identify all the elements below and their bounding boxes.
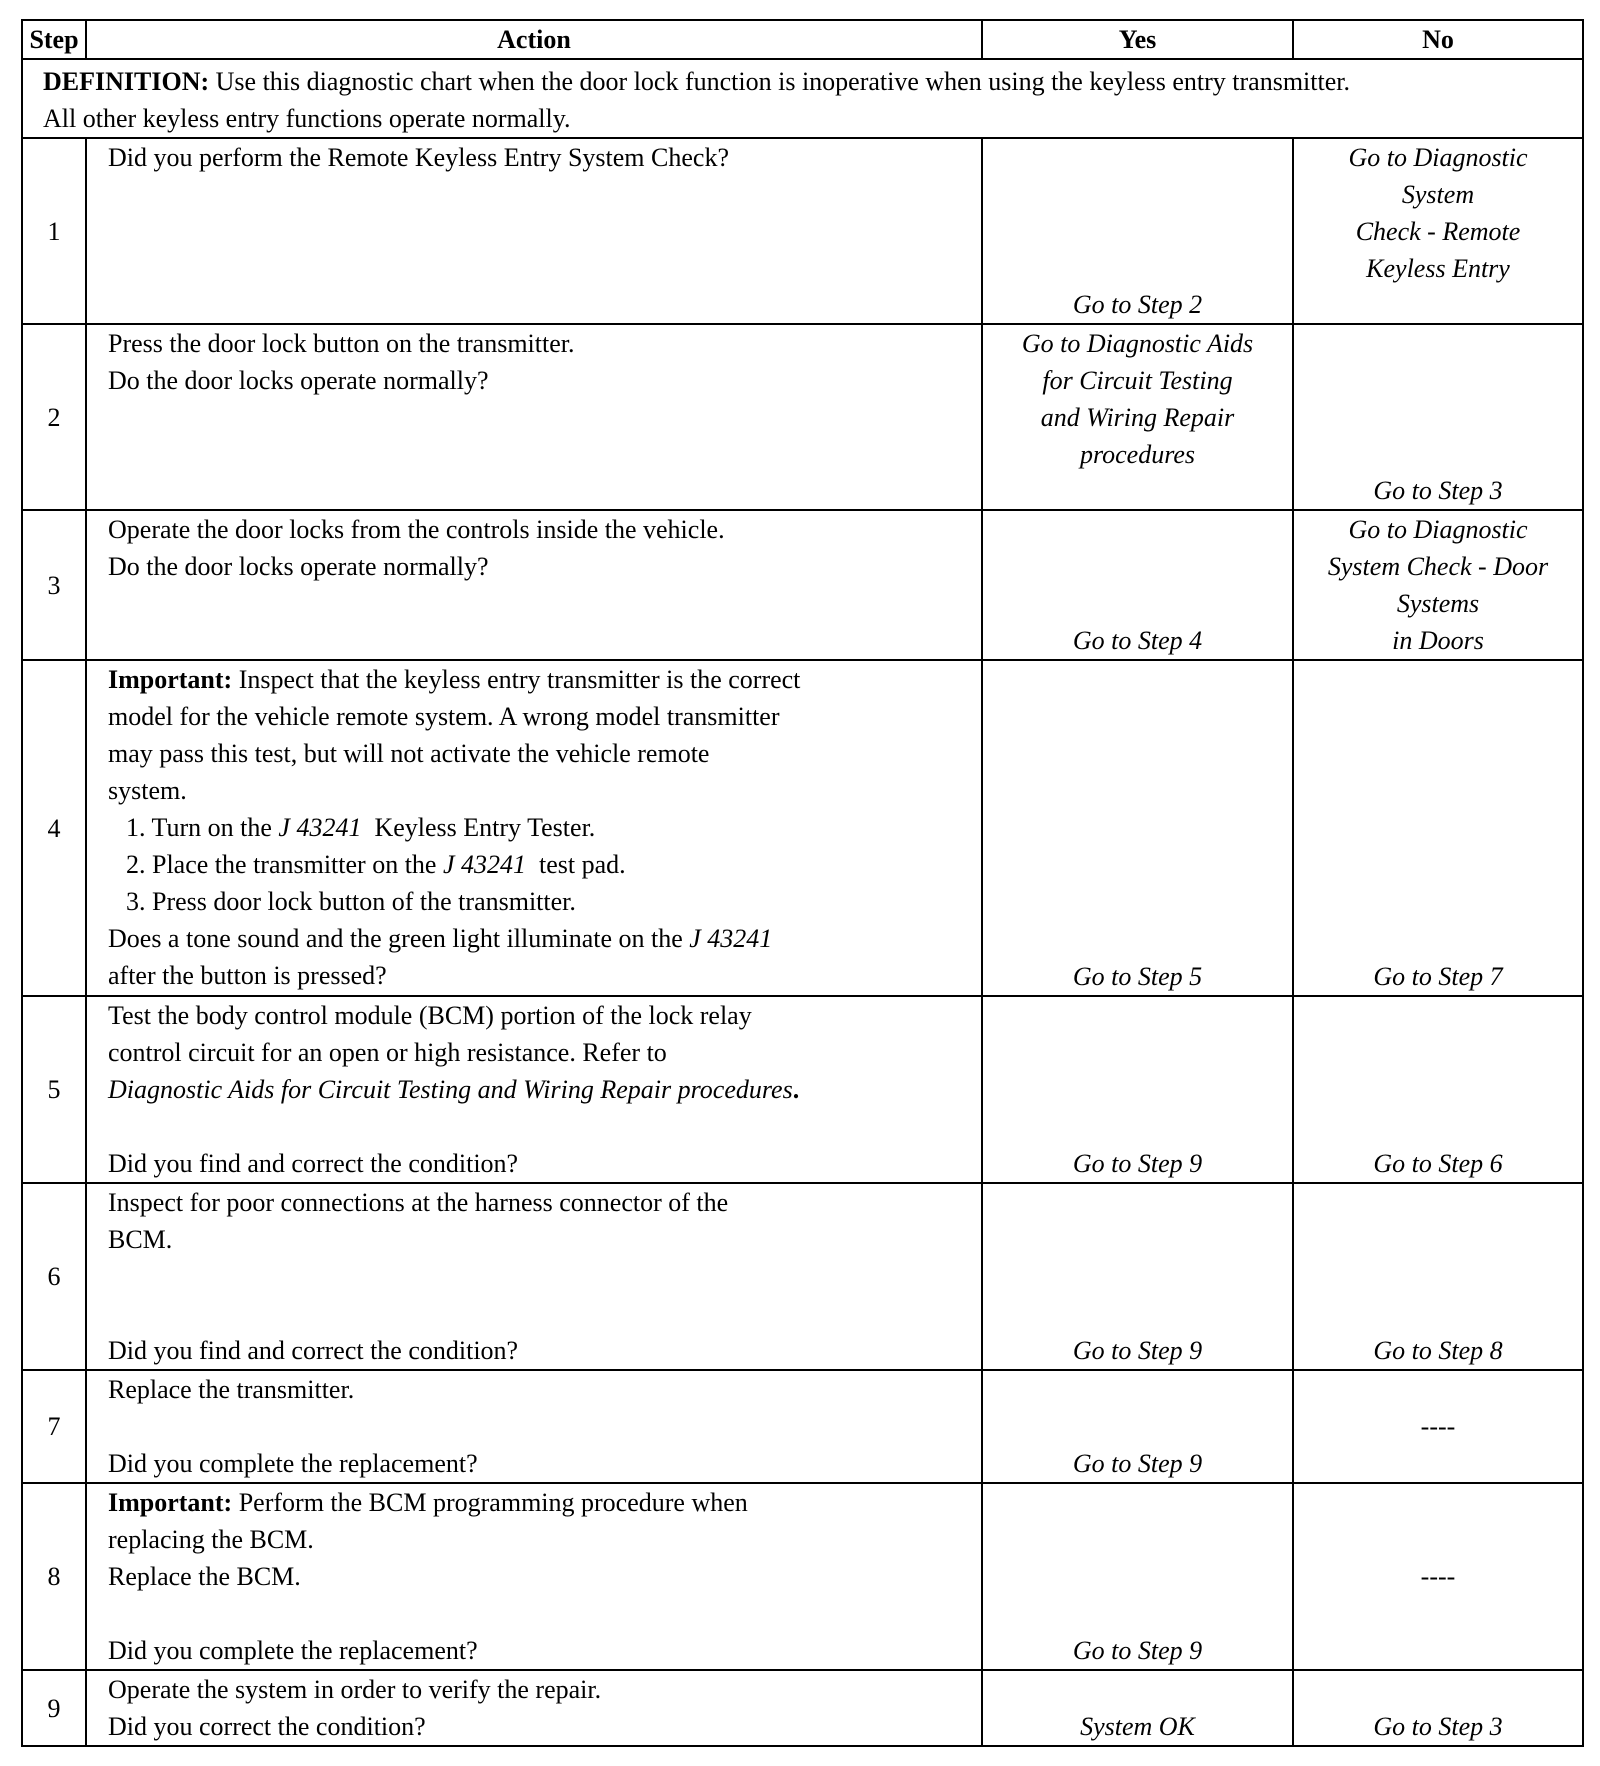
diagnostic-chart-table (21, 19, 1584, 1747)
action-question: Do the door locks operate normally? (108, 552, 489, 581)
action-line: Operate the door locks from the controls inside the vehicle. (108, 515, 725, 544)
action-cell (86, 1670, 982, 1746)
action-cell (86, 324, 982, 510)
no-cell (1293, 324, 1583, 510)
step-number: 1 (22, 138, 86, 324)
step-number: 9 (22, 1670, 86, 1746)
no-cell (1293, 996, 1583, 1183)
step-number: 7 (22, 1370, 86, 1483)
action-line: Press the door lock button on the transmitter. (108, 329, 575, 358)
yes-cell (982, 1370, 1293, 1483)
substep-text: test pad. (526, 850, 626, 879)
yes-link-line: Go to Diagnostic Aids (1021, 329, 1254, 358)
action-line: Replace the BCM. (108, 1562, 301, 1591)
substep-text: Keyless Entry Tester. (361, 813, 596, 842)
action-line: Perform the BCM programming procedure when (232, 1488, 748, 1517)
action-question: Did you find and correct the condition? (108, 1149, 519, 1178)
action-line (108, 1071, 981, 1108)
yes-cell (982, 1483, 1293, 1670)
table-row (22, 996, 1583, 1183)
action-cell (86, 996, 982, 1183)
yes-cell (982, 138, 1293, 324)
yes-link-line: and Wiring Repair (1040, 403, 1235, 432)
no-link-line: Go to Diagnostic (1348, 143, 1528, 172)
action-question: Did you complete the replacement? (108, 1636, 478, 1665)
yes-cell (982, 1183, 1293, 1370)
no-link-line: System (1401, 180, 1475, 209)
table-row (22, 138, 1583, 324)
no-cell (1293, 138, 1583, 324)
table-row (22, 324, 1583, 510)
action-line: Replace the transmitter. (108, 1375, 355, 1404)
step-number: 4 (22, 660, 86, 996)
no-link[interactable]: Go to Step 7 (1373, 962, 1503, 991)
substep-2 (108, 846, 981, 883)
no-link-line: Go to Diagnostic (1348, 515, 1528, 544)
definition-text-line2: All other keyless entry functions operate normally. (43, 104, 571, 133)
yes-link[interactable]: Go to Step 9 (1072, 1449, 1203, 1478)
no-cell (1293, 510, 1583, 660)
action-cell (86, 510, 982, 660)
yes-cell (982, 996, 1293, 1183)
step-number: 2 (22, 324, 86, 510)
no-cell (1293, 1370, 1583, 1483)
table-row (22, 1183, 1583, 1370)
definition-label: DEFINITION: (43, 67, 210, 96)
action-cell (86, 1183, 982, 1370)
no-cell (1293, 1183, 1583, 1370)
header-yes: Yes (982, 20, 1293, 59)
step-number: 3 (22, 510, 86, 660)
action-cell (86, 660, 982, 996)
table-row (22, 510, 1583, 660)
action-cell (86, 138, 982, 324)
yes-link[interactable]: Go to Step 9 (1072, 1636, 1203, 1665)
substep-1 (108, 809, 981, 846)
no-cell (1293, 1670, 1583, 1746)
table-row (22, 660, 1583, 996)
step-number: 8 (22, 1483, 86, 1670)
no-cell (1293, 1483, 1583, 1670)
no-link[interactable] (1294, 139, 1582, 287)
action-cell (86, 1483, 982, 1670)
definition-cell (22, 59, 1583, 138)
yes-link[interactable] (983, 325, 1292, 473)
action-line: model for the vehicle remote system. A wrong model transmitter (108, 702, 780, 731)
header-action: Action (86, 20, 982, 59)
action-line: Operate the system in order to verify the repair. (108, 1675, 602, 1704)
substep-3: 3. Press door lock button of the transmitter. (126, 887, 576, 916)
yes-link[interactable]: Go to Step 2 (1072, 290, 1203, 319)
no-link[interactable]: Go to Step 8 (1373, 1336, 1503, 1365)
important-label: Important: (108, 665, 233, 694)
header-no: No (1293, 20, 1583, 59)
no-link[interactable] (1294, 511, 1582, 659)
important-label: Important: (108, 1488, 233, 1517)
substep-text: 2. Place the transmitter on the (126, 850, 443, 879)
yes-link[interactable]: Go to Step 9 (1072, 1336, 1203, 1365)
reference-link[interactable]: Diagnostic Aids for Circuit Testing and Wiring Repair procedures (108, 1075, 793, 1104)
action-line: system. (108, 776, 187, 805)
action-line: BCM. (108, 1225, 173, 1254)
action-line: replacing the BCM. (108, 1525, 314, 1554)
substep-text: 1. Turn on the (126, 813, 279, 842)
no-link[interactable]: Go to Step 3 (1373, 476, 1503, 505)
action-line: may pass this test, but will not activate the vehicle remote (108, 739, 710, 768)
no-link-line: System Check - Door (1327, 552, 1549, 581)
no-link-line: in Doors (1392, 626, 1484, 655)
action-question: Did you correct the condition? (108, 1712, 426, 1741)
no-empty-dash: ---- (1420, 1562, 1456, 1591)
definition-row (22, 59, 1583, 138)
yes-cell (982, 660, 1293, 996)
question-text: Does a tone sound and the green light illuminate on the (108, 924, 690, 953)
no-empty-dash: ---- (1420, 1412, 1456, 1441)
no-link-line: Keyless Entry (1366, 254, 1510, 283)
yes-result: System OK (1080, 1712, 1195, 1741)
action-line: Inspect for poor connections at the harness connector of the (108, 1188, 729, 1217)
yes-cell (982, 1670, 1293, 1746)
table-row (22, 1670, 1583, 1746)
tool-reference: J 43241 (689, 924, 773, 953)
header-step: Step (22, 20, 86, 59)
action-line: Inspect that the keyless entry transmitter is the correct (232, 665, 801, 694)
yes-link-line: procedures (1079, 440, 1196, 469)
yes-link[interactable]: Go to Step 9 (1072, 1149, 1203, 1178)
yes-link[interactable]: Go to Step 5 (1072, 962, 1203, 991)
tool-reference: J 43241 (278, 813, 362, 842)
yes-link-line: for Circuit Testing (1042, 366, 1233, 395)
yes-link[interactable]: Go to Step 4 (1072, 626, 1203, 655)
definition-text-line1: Use this diagnostic chart when the door lock function is inoperative when using the keyless entry transmitter. (209, 67, 1350, 96)
action-question: Did you find and correct the condition? (108, 1336, 519, 1365)
table-row (22, 1370, 1583, 1483)
action-line: Did you perform the Remote Keyless Entry System Check? (108, 143, 729, 172)
yes-cell (982, 510, 1293, 660)
action-line: Test the body control module (BCM) portion of the lock relay (108, 1001, 752, 1030)
step-number: 6 (22, 1183, 86, 1370)
action-question: Did you complete the replacement? (108, 1449, 478, 1478)
table-row (22, 1483, 1583, 1670)
no-link-line: Check - Remote (1355, 217, 1521, 246)
yes-cell (982, 324, 1293, 510)
no-cell (1293, 660, 1583, 996)
action-question (108, 920, 981, 957)
action-question: after the button is pressed? (108, 961, 387, 990)
step-number: 5 (22, 996, 86, 1183)
no-link[interactable]: Go to Step 3 (1373, 1712, 1503, 1741)
action-cell (86, 1370, 982, 1483)
tool-reference: J 43241 (442, 850, 527, 879)
action-line: control circuit for an open or high resistance. Refer to (108, 1038, 667, 1067)
no-link[interactable]: Go to Step 6 (1373, 1149, 1503, 1178)
no-link-line: Systems (1396, 589, 1480, 618)
action-question: Do the door locks operate normally? (108, 366, 489, 395)
punctuation: . (792, 1075, 800, 1104)
header-row (22, 20, 1583, 59)
